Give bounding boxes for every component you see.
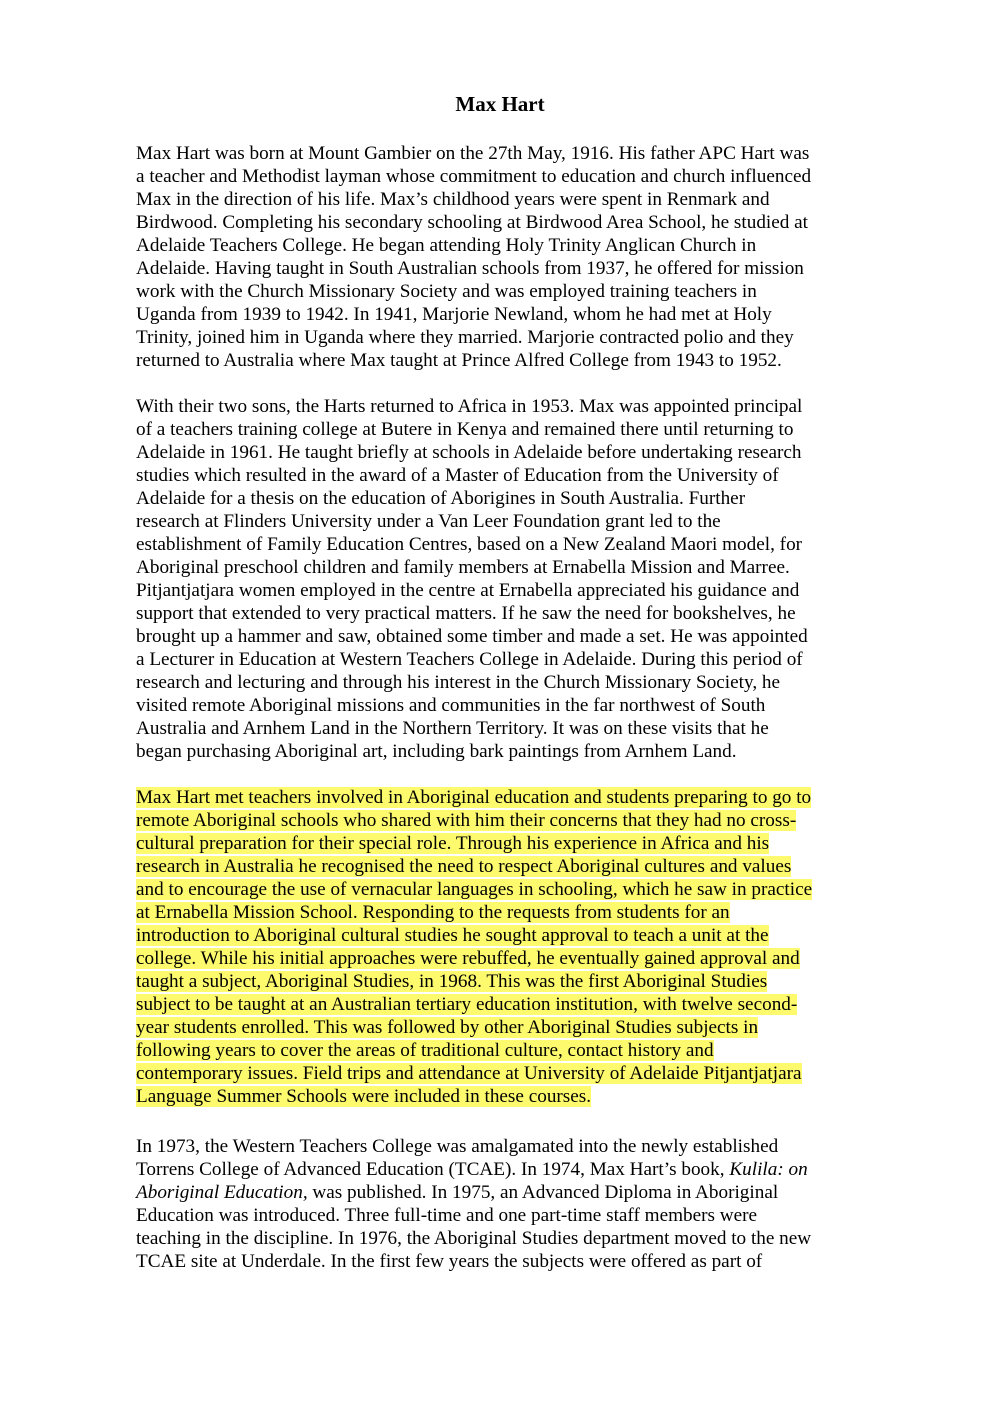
highlighted-paragraph-line: [136, 902, 730, 925]
paragraph-1-line: Trinity, joined him in Uganda where they married. Marjorie contracted polio and they: [136, 327, 794, 348]
highlight: college. While his initial approaches were rebuffed, he eventually gained approval and: [136, 948, 800, 969]
highlighted-paragraph-line: [136, 1017, 758, 1040]
paragraph-2-line: Australia and Arnhem Land in the Northern Territory. It was on these visits that he: [136, 718, 769, 739]
paragraph-1-line: Uganda from 1939 to 1942. In 1941, Marjorie Newland, whom he had met at Holy: [136, 304, 772, 325]
highlighted-paragraph-line: [136, 879, 812, 902]
highlight: introduction to Aboriginal cultural studies he sought approval to teach a unit at the: [136, 925, 769, 946]
paragraph-2-line: research and lecturing and through his interest in the Church Missionary Society, he: [136, 672, 781, 693]
highlight: contemporary issues. Field trips and attendance at University of Adelaide Pitjantjatjara: [136, 1063, 802, 1084]
book-title: Aboriginal Education,: [136, 1182, 308, 1203]
paragraph-2-line: Adelaide in 1961. He taught briefly at schools in Adelaide before undertaking research: [136, 442, 802, 463]
highlight: year students enrolled. This was followed by other Aboriginal Studies subjects in: [136, 1017, 759, 1038]
highlight: research in Australia he recognised the need to respect Aboriginal cultures and values: [136, 856, 792, 877]
highlighted-paragraph-line: [136, 971, 767, 994]
paragraph-2-line: brought up a hammer and saw, obtained some timber and made a set. He was appointed: [136, 626, 808, 647]
highlight: following years to cover the areas of traditional culture, contact history and: [136, 1040, 714, 1061]
paragraph-2-line: support that extended to very practical matters. If he saw the need for bookshelves, he: [136, 603, 796, 624]
text-span: Torrens College of Advanced Education (TCAE). In 1974, Max Hart’s book,: [136, 1159, 725, 1180]
paragraph-2-line: With their two sons, the Harts returned to Africa in 1953. Max was appointed principal: [136, 396, 803, 417]
highlighted-paragraph-line: [136, 833, 769, 856]
highlighted-paragraph-line: [136, 994, 797, 1017]
paragraph-4-line: teaching in the discipline. In 1976, the Aboriginal Studies department moved to the new: [136, 1228, 812, 1249]
text-span: was published. In 1975, an Advanced Diploma in Aboriginal: [312, 1182, 779, 1203]
highlight: and to encourage the use of vernacular languages in schooling, which he saw in practice: [136, 879, 813, 900]
highlighted-paragraph-line: [136, 948, 800, 971]
highlighted-paragraph-line: [136, 1063, 802, 1086]
paragraph-2-line: Adelaide for a thesis on the education of Aborigines in South Australia. Further: [136, 488, 746, 509]
paragraph-2-line: Aboriginal preschool children and family members at Ernabella Mission and Marree.: [136, 557, 790, 578]
highlighted-paragraph-line: [136, 1040, 714, 1063]
book-title: Kulila: on: [729, 1159, 808, 1180]
highlight: remote Aboriginal schools who shared with him their concerns that they had no cross-: [136, 810, 797, 831]
paragraph-1-line: returned to Australia where Max taught at Prince Alfred College from 1943 to 1952.: [136, 350, 782, 371]
paragraph-1-line: Max in the direction of his life. Max’s childhood years were spent in Renmark and: [136, 189, 770, 210]
highlight: cultural preparation for their special role. Through his experience in Africa and his: [136, 833, 770, 854]
paragraph-1-line: Max Hart was born at Mount Gambier on the 27th May, 1916. His father APC Hart was: [136, 143, 810, 164]
paragraph-1-line: Birdwood. Completing his secondary schooling at Birdwood Area School, he studied at: [136, 212, 809, 233]
paragraph-4-line: [136, 1159, 808, 1182]
paragraph-4-line: Education was introduced. Three full-time and one part-time staff members were: [136, 1205, 758, 1226]
paragraph-4-line: [136, 1182, 778, 1205]
paragraph-1-line: Adelaide Teachers College. He began attending Holy Trinity Anglican Church in: [136, 235, 757, 256]
highlighted-paragraph-line: [136, 925, 769, 948]
highlight: Max Hart met teachers involved in Aboriginal education and students preparing to go to: [136, 787, 812, 808]
paragraph-4-line: TCAE site at Underdale. In the first few years the subjects were offered as part of: [136, 1251, 763, 1272]
highlighted-paragraph-line: [136, 856, 791, 879]
paragraph-2-line: research at Flinders University under a Van Leer Foundation grant led to the: [136, 511, 721, 532]
highlight: Language Summer Schools were included in these courses.: [136, 1086, 592, 1107]
highlighted-paragraph-line: [136, 810, 796, 833]
paragraph-2-line: studies which resulted in the award of a Master of Education from the University of: [136, 465, 779, 486]
paragraph-2-line: of a teachers training college at Butere in Kenya and remained there until returning to: [136, 419, 794, 440]
paragraph-2-line: Pitjantjatjara women employed in the centre at Ernabella appreciated his guidance and: [136, 580, 800, 601]
paragraph-1-line: a teacher and Methodist layman whose commitment to education and church influenced: [136, 166, 812, 187]
highlight: at Ernabella Mission School. Responding to the requests from students for an: [136, 902, 730, 923]
page-title: Max Hart: [455, 92, 545, 116]
paragraph-4-line: In 1973, the Western Teachers College was amalgamated into the newly established: [136, 1136, 779, 1157]
paragraph-2-line: establishment of Family Education Centres, based on a New Zealand Maori model, for: [136, 534, 803, 555]
highlighted-paragraph-line: [136, 1086, 591, 1109]
paragraph-2-line: a Lecturer in Education at Western Teachers College in Adelaide. During this period of: [136, 649, 803, 670]
paragraph-2-line: began purchasing Aboriginal art, including bark paintings from Arnhem Land.: [136, 741, 737, 762]
paragraph-1-line: work with the Church Missionary Society and was employed training teachers in: [136, 281, 757, 302]
paragraph-2-line: visited remote Aboriginal missions and communities in the far northwest of South: [136, 695, 766, 716]
paragraph-1-line: Adelaide. Having taught in South Australian schools from 1937, he offered for mission: [136, 258, 804, 279]
highlight: taught a subject, Aboriginal Studies, in 1968. This was the first Aboriginal Studies: [136, 971, 768, 992]
highlight: subject to be taught at an Australian tertiary education institution, with twelve second-: [136, 994, 798, 1015]
highlighted-paragraph-line: [136, 787, 811, 810]
